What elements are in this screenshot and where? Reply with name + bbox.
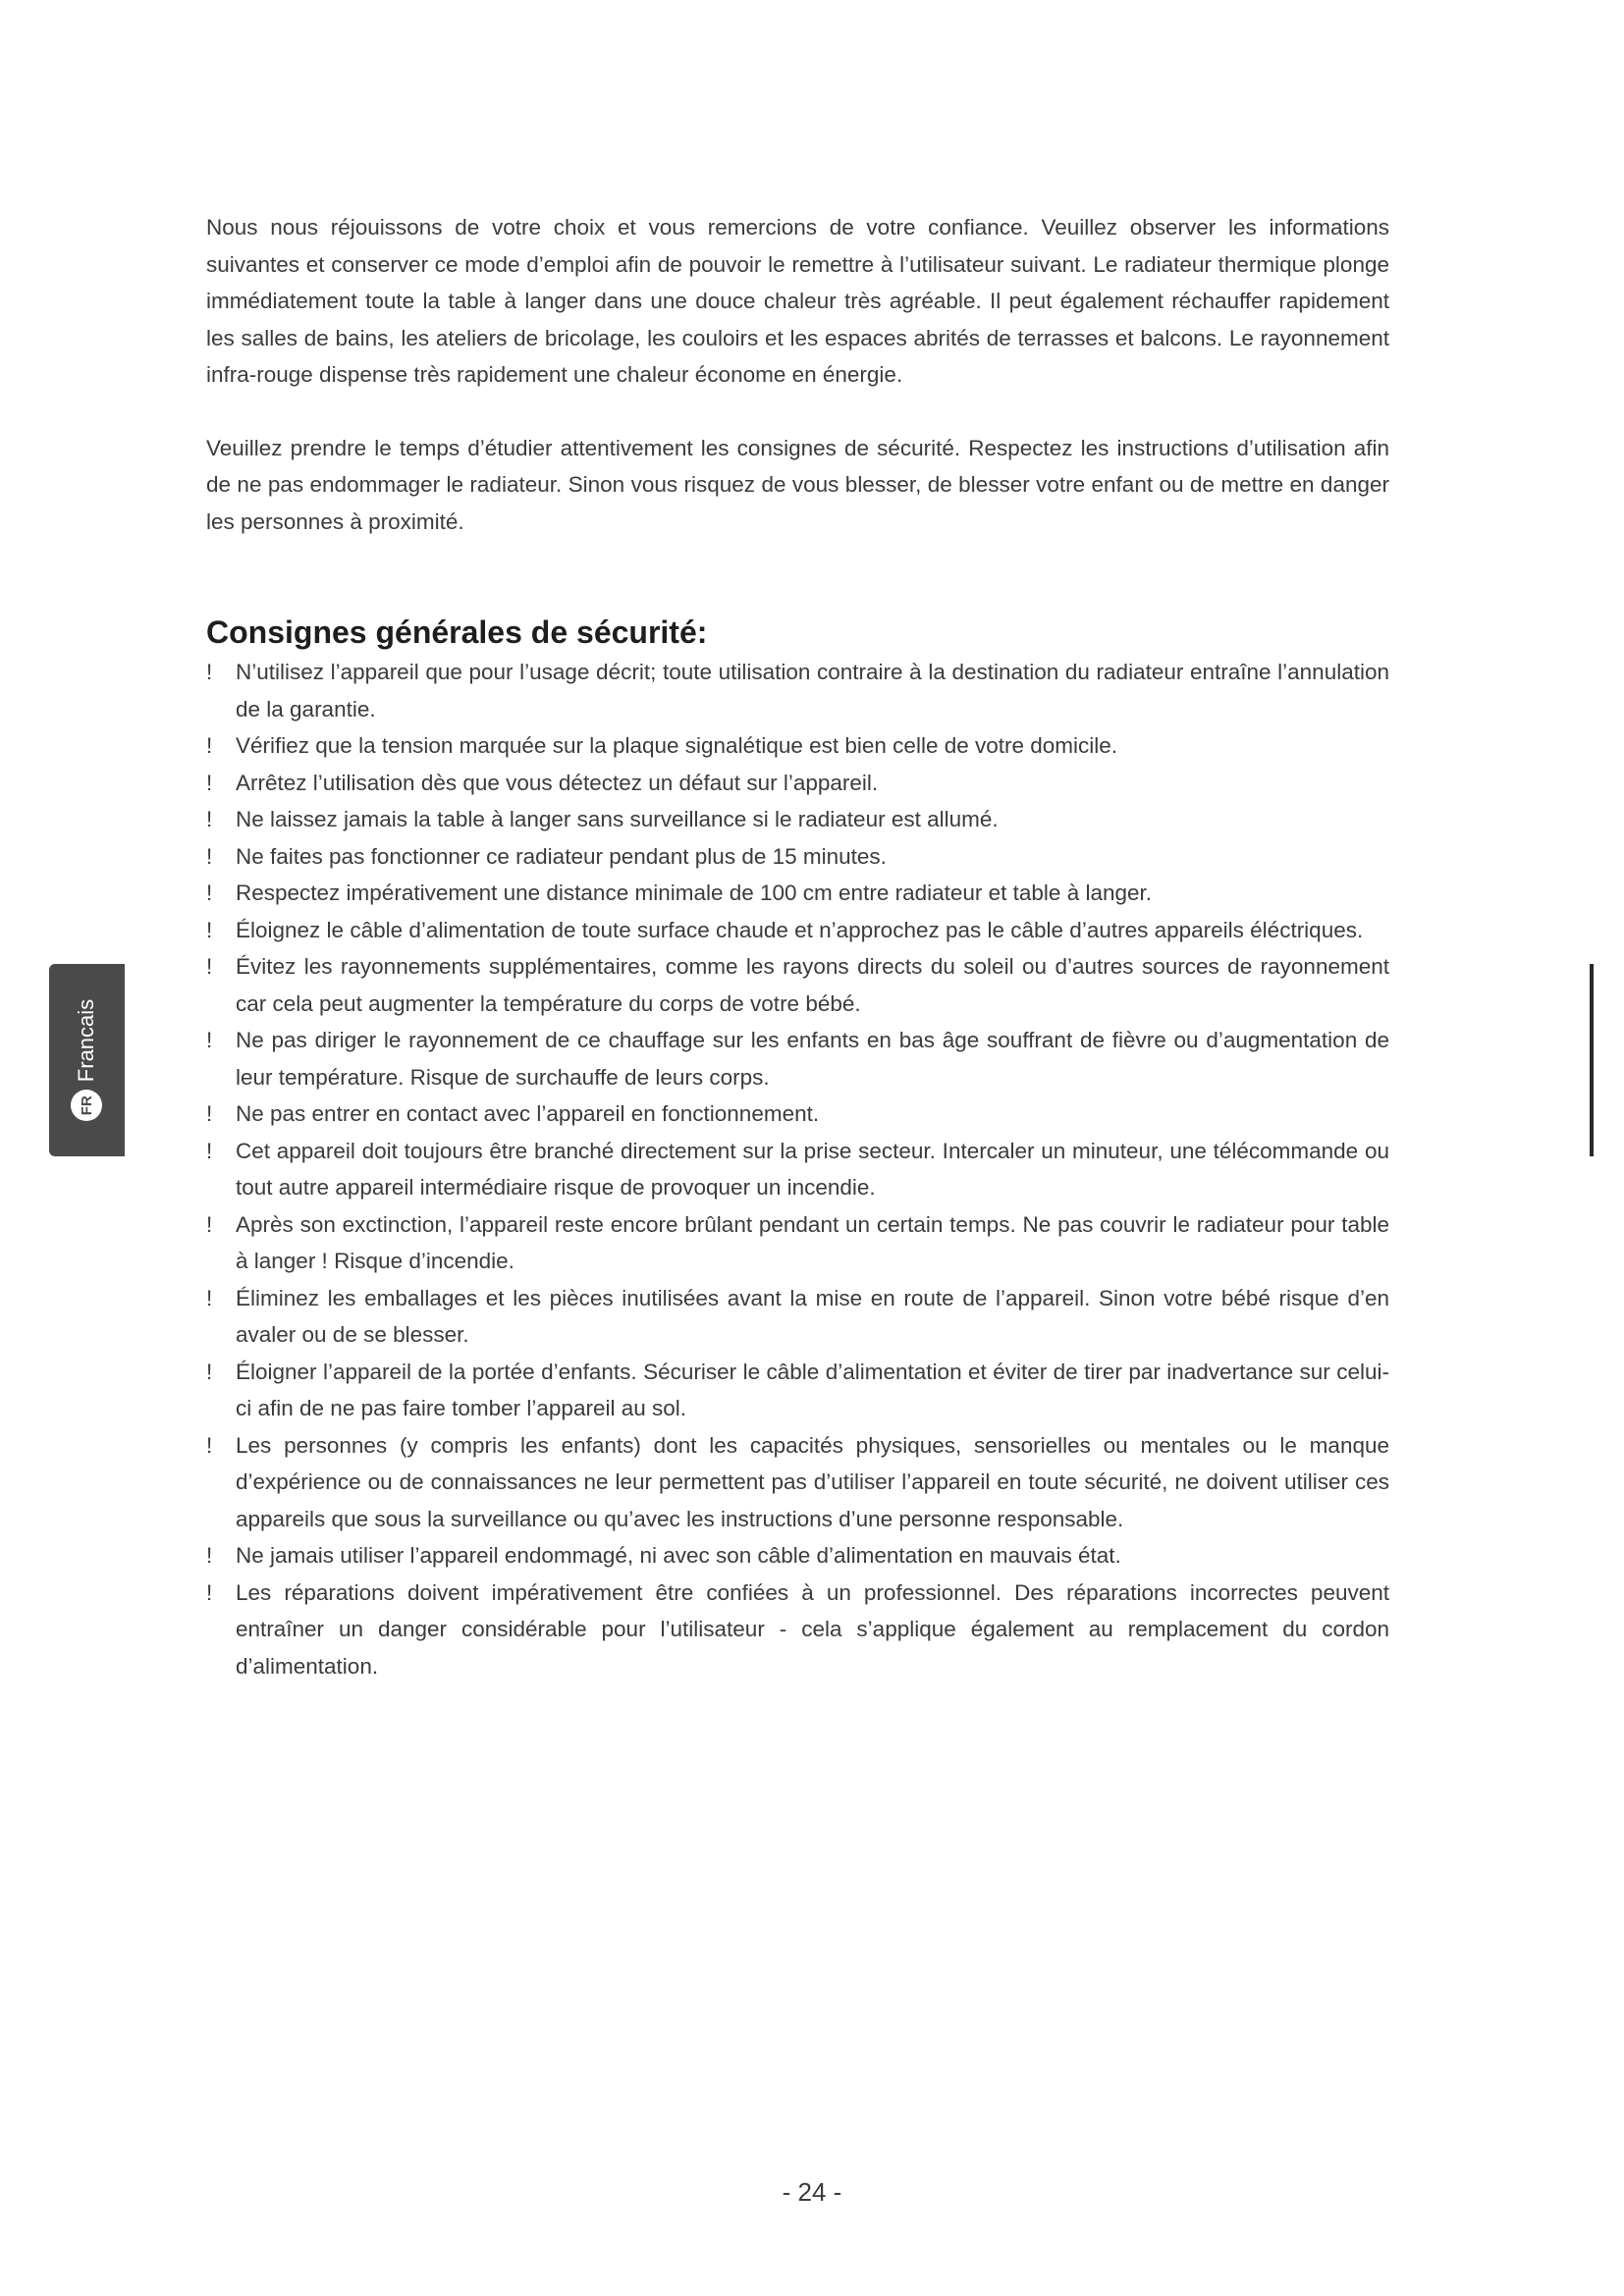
safety-list [206, 654, 1389, 1684]
safety-item-text: Éliminez les emballages et les pièces inutilisées avant la mise en route de l’appareil. Sinon votre bébé risque d’en avaler ou de se blesser. [236, 1285, 1389, 1347]
safety-item-text: Vérifiez que la tension marquée sur la plaque signalétique est bien celle de votre domicile. [236, 733, 1118, 758]
safety-item-text: Les réparations doivent impérativement être confiées à un professionnel. Des réparations incorrectes peuvent entraîner un danger considérable pour l’utilisateur - cela s’applique également au remplacement du cordon d’alimentation. [236, 1579, 1389, 1679]
safety-item [206, 1427, 1389, 1538]
safety-item-text: Ne faites pas fonctionner ce radiateur pendant plus de 15 minutes. [236, 843, 887, 869]
section-heading: Consignes générales de sécurité: [206, 614, 708, 650]
warning-mark: ! [206, 1028, 213, 1052]
warning-mark: ! [206, 881, 213, 905]
language-code-badge: FR [71, 1090, 102, 1121]
safety-item [206, 875, 1389, 912]
warning-mark: ! [206, 1543, 213, 1568]
safety-item [206, 1095, 1389, 1133]
warning-mark: ! [206, 1432, 213, 1458]
warning-mark: ! [206, 807, 213, 831]
safety-item-text: Ne laissez jamais la table à langer sans surveillance si le radiateur est allumé. [236, 807, 999, 831]
page-number: - 24 - [782, 2177, 842, 2207]
safety-item [206, 1280, 1389, 1354]
warning-mark: ! [206, 1211, 213, 1237]
warning-mark: ! [206, 660, 213, 684]
safety-item [206, 948, 1389, 1022]
safety-item [206, 1133, 1389, 1206]
safety-item-text: Évitez les rayonnements supplémentaires, comme les rayons directs du soleil ou d’autres sources de rayonnement car cela peut augmenter la température du corps de votre bébé. [236, 954, 1389, 1016]
language-tab-content [69, 964, 104, 1156]
safety-item [206, 1354, 1389, 1427]
safety-item-text: Après son exctinction, l’appareil reste encore brûlant pendant un certain temps. Ne pas couvrir le radiateur pour table à langer ! Risque d’incendie. [236, 1211, 1389, 1273]
safety-item [206, 1022, 1389, 1095]
safety-item [206, 1575, 1389, 1685]
safety-item [206, 765, 1389, 802]
warning-mark: ! [206, 770, 213, 795]
safety-item-text: Les personnes (y compris les enfants) dont les capacités physiques, sensorielles ou mentales ou le manque d’expérience ou de connaissances ne leur permettent pas d’utiliser l’appareil en toute sécurité, ne doivent utiliser ces appareils que sous la surveillance ou qu’avec les instructions d’une personne responsable. [236, 1432, 1389, 1531]
warning-mark: ! [206, 1101, 213, 1126]
warning-mark: ! [206, 1579, 213, 1605]
safety-item [206, 838, 1389, 876]
warning-mark: ! [206, 1285, 213, 1310]
safety-item [206, 1537, 1389, 1575]
warning-mark: ! [206, 917, 213, 942]
safety-item-text: Éloignez le câble d’alimentation de toute surface chaude et n’approchez pas le câble d’autres appareils éléctriques. [236, 917, 1364, 942]
safety-item [206, 801, 1389, 838]
safety-item [206, 1206, 1389, 1280]
safety-item [206, 654, 1389, 727]
safety-item-text: N’utilisez l’appareil que pour l’usage décrit; toute utilisation contraire à la destination du radiateur entraîne l’annulation de la garantie. [236, 660, 1389, 721]
warning-mark: ! [206, 1138, 213, 1163]
warning-mark: ! [206, 1359, 213, 1384]
safety-item-text: Arrêtez l’utilisation dès que vous détectez un défaut sur l’appareil. [236, 770, 879, 795]
intro-paragraph: Nous nous réjouissons de votre choix et vous remercions de votre confiance. Veuillez observer les informations suivantes et conserver ce mode d’emploi afin de pouvoir le remettre à l’utilisateur suivant. Le radiateur thermique plonge immédiatement toute la table à langer dans une douce chaleur très agréable. Il peut également réchauffer rapidement les salles de bains, les ateliers de bricolage, les couloirs et les espaces abrités de terrasses et balcons. Le rayonnement infra-rouge dispense très rapidement une chaleur économe en énergie. [206, 215, 1389, 387]
safety-item-text: Cet appareil doit toujours être branché directement sur la prise secteur. Intercaler un minuteur, une télécommande ou tout autre appareil intermédiaire risque de provoquer un incendie. [236, 1138, 1389, 1200]
safety-item [206, 912, 1389, 949]
language-label: Francais [74, 998, 98, 1083]
language-tab [49, 964, 125, 1156]
safety-item-text: Ne jamais utiliser l’appareil endommagé, ni avec son câble d’alimentation en mauvais état. [236, 1543, 1121, 1568]
safety-item-text: Éloigner l’appareil de la portée d’enfants. Sécuriser le câble d’alimentation et éviter de tirer par inadvertance sur celui-ci afin de ne pas faire tomber l’appareil au sol. [236, 1359, 1389, 1420]
safety-item-text: Respectez impérativement une distance minimale de 100 cm entre radiateur et table à langer. [236, 881, 1153, 905]
safety-item [206, 727, 1389, 765]
intro-paragraph: Veuillez prendre le temps d’étudier attentivement les consignes de sécurité. Respectez les instructions d’utilisation afin de ne pas endommager le radiateur. Sinon vous risquez de vous blesser, de blesser votre enfant ou de mettre en danger les personnes à proximité. [206, 435, 1389, 534]
margin-rule [1590, 964, 1594, 1156]
warning-mark: ! [206, 954, 213, 979]
page-content [206, 209, 1389, 1684]
safety-item-text: Ne pas diriger le rayonnement de ce chauffage sur les enfants en bas âge souffrant de fièvre ou d’augmentation de leur température. Risque de surchauffe de leurs corps. [236, 1028, 1389, 1090]
safety-item-text: Ne pas entrer en contact avec l’appareil en fonctionnement. [236, 1101, 820, 1126]
warning-mark: ! [206, 843, 213, 869]
warning-mark: ! [206, 733, 213, 758]
